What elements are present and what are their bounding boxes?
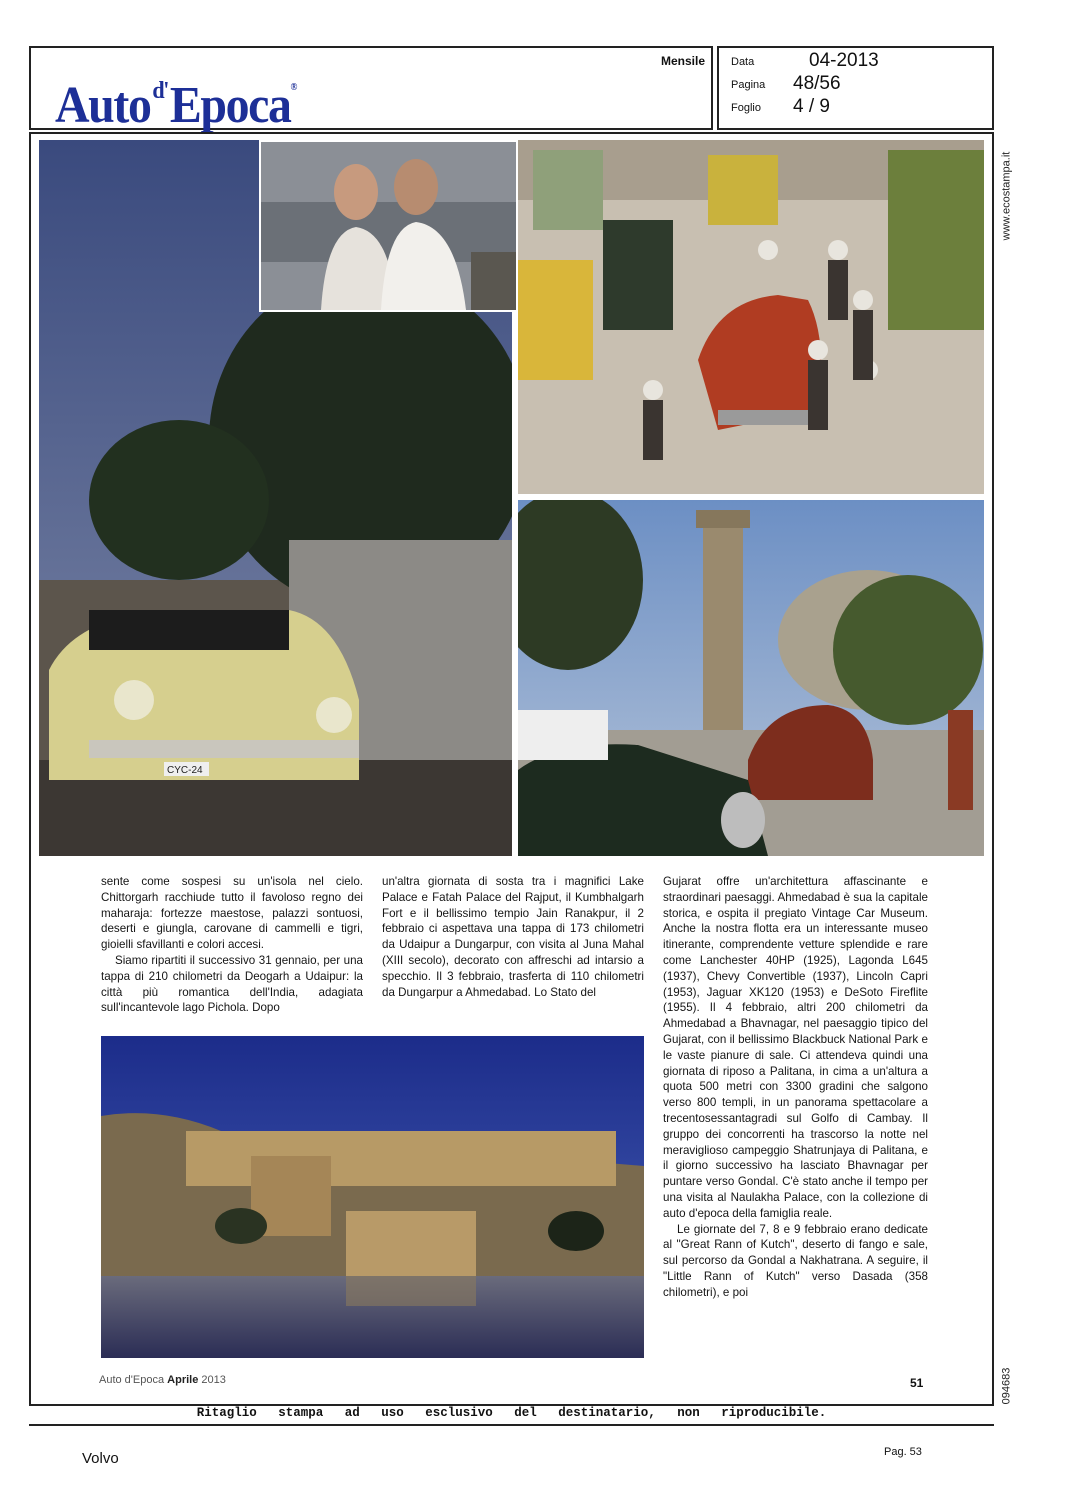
pagina-value: 48/56: [793, 73, 841, 94]
magazine-footer: Auto d'Epoca Aprile 2013: [99, 1374, 226, 1386]
photo-market-street: [518, 140, 984, 494]
page-number: 51: [910, 1376, 924, 1390]
paragraph: Le giornate del 7, 8 e 9 febbraio erano dedicate al "Great Rann of Kutch", deserto di fango e sale, sul percorso da Gondal a Nakhatrana. A seguire, il "Little Rann of Kutch" verso Dasada (358 chilometri), e poi: [663, 1222, 928, 1299]
clipping-disclaimer: Ritaglio stampa ad uso esclusivo del destinatario, non riproducibile.: [196, 1406, 827, 1420]
paragraph: sente come sospesi su un'isola nel cielo. Chittorgarh racchiude tutto il favoloso regno dei maharaja: fortezze maestose, palazzi sontuosi, deserti e giungla, carovane di cammelli e tigri, gioielli sfavillanti e colori accesi.: [101, 875, 363, 952]
paragraph: Gujarat offre un'architettura affascinante e straordinari paesaggi. Ahmedabad è sua la capitale storica, e ospita il pregiato Vintage Car Museum. Anche la nostra flotta era un interessante museo itinerante, comprendente vetture splendide e rare come Lanchester 40HP (1925), Lagonda L645 (1937), Chevy Convertible (1937), Lincoln Capri (1953), Jaguar XK120 (1953) e DeSoto Fireflite (1955). Il 4 febbraio, altri 200 chilometri da Ahmedabad a Bhavnagar, nel paesaggio tipico del Gujarat, con il bellissimo Blackbuck National Park e le vaste pianure di sale. Ci attendeva quindi una giornata di riposo a Palitana, in cima a un'altura a quota 500 metri con 3300 gradini che salgono verso 800 templi, in un panorama spettacolare a trecentosessantagradi sul Golfo di Cambay. Il gruppo dei concorrenti ha trascorso la notte nel meraviglioso campeggio Shatrunjaya di Palitana, e il giorno successivo ha lasciato Bhavnagar per puntare verso Gondal. C'è stato anche il tempo per una visita al Naulakha Palace, con la collezione di auto d'epoca della famiglia reale.: [663, 875, 928, 1220]
data-value: 04-2013: [809, 50, 879, 71]
website-label: www.ecostampa.it: [1000, 151, 1013, 241]
license-plate-text: CYC-24: [167, 765, 203, 776]
masthead-box: [29, 46, 713, 134]
clipping-info-box: [717, 46, 994, 130]
pdf-page-label: Pag. 53: [884, 1446, 922, 1458]
article-column-3: [663, 874, 928, 1301]
paragraph: un'altra giornata di sosta tra i magnifici Lake Palace e Fatah Palace del Rajput, il Kumbhalgarh Fort e il bellissimo tempio Jain Ranakpur, il 2 febbraio ci aspettava una tappa di 173 chilometri da Udaipur a Dungarpur, con visita al Juna Mahal (XIII secolo), decorato con affreschi ad intarsio a specchio. Il 3 febbraio, trasferta di 110 chilometri da Dungarpur a Ahmedabad. Lo Stato del: [382, 875, 644, 999]
photo-tower-cars: [518, 500, 984, 856]
pagina-label: Pagina: [731, 79, 766, 91]
frequency-label: Mensile: [660, 54, 705, 68]
bottom-divider: [29, 1424, 994, 1426]
article-column-1: [101, 874, 363, 1016]
foglio-value: 4 / 9: [793, 96, 830, 117]
data-label: Data: [731, 56, 755, 68]
photo-amber-fort: [101, 1036, 644, 1358]
archive-code: 094683: [1000, 1367, 1013, 1405]
photo-two-women: [259, 140, 518, 312]
magazine-logo: Auto$^{d'}$Epoca®: [55, 77, 297, 134]
paragraph: Siamo ripartiti il successivo 31 gennaio, per una tappa di 210 chilometri da Deogarh a Udaipur: la città più romantica dell'India, adagiata sull'incantevole lago Pichola. Dopo: [101, 953, 363, 1015]
foglio-label: Foglio: [731, 102, 761, 114]
client-name: Volvo: [82, 1450, 119, 1467]
article-column-2: [382, 874, 644, 1000]
